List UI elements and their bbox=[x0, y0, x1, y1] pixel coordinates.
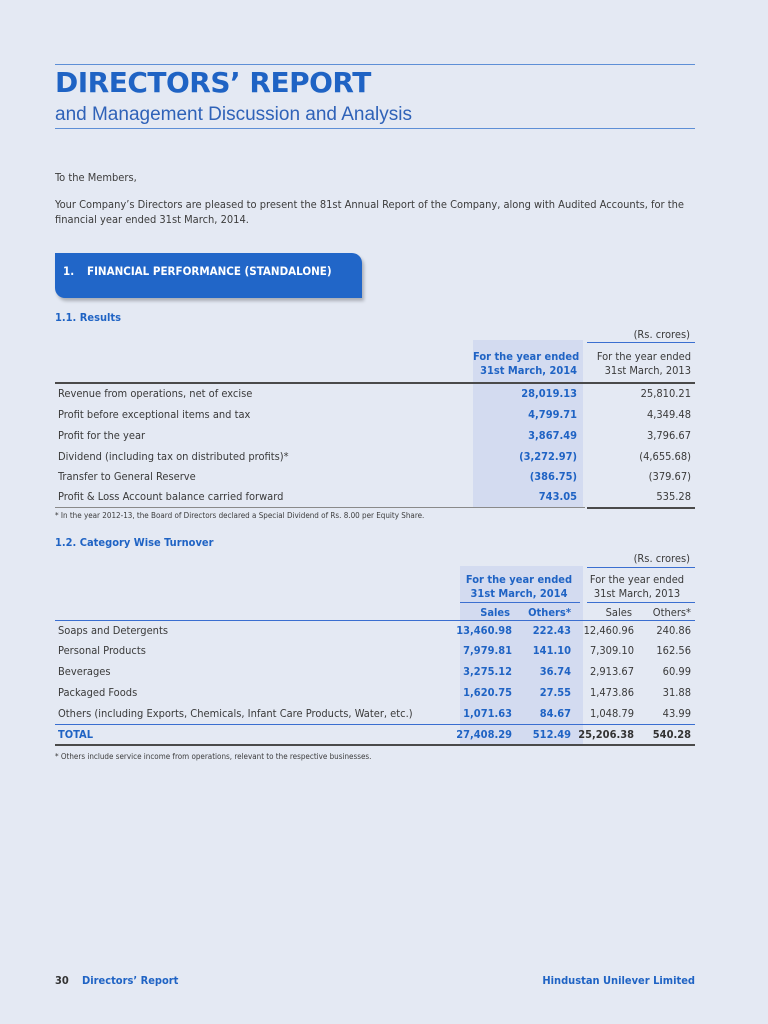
turnover-row-sales-2013: 7,309.10 bbox=[589, 644, 634, 657]
section-heading-financial-performance bbox=[55, 253, 362, 298]
turnover-sub-others-2013: Others* bbox=[652, 606, 691, 619]
turnover-total-others-2014: 512.49 bbox=[532, 728, 571, 741]
results-row-2013: 4,349.48 bbox=[646, 408, 691, 421]
results-row-2014: (3,272.97) bbox=[519, 450, 577, 463]
turnover-col-2013-line1: For the year ended bbox=[589, 573, 685, 586]
results-row-2013: (4,655.68) bbox=[639, 450, 691, 463]
results-col-2014-line1: For the year ended bbox=[473, 350, 580, 363]
turnover-sub-sales-2014: Sales bbox=[480, 606, 510, 619]
results-row-label: Profit & Loss Account balance carried forward bbox=[58, 490, 284, 503]
intro-paragraph: Your Company’s Directors are pleased to present the 81st Annual Report of the Company, along with Audited Accounts, for the financial year ended 31st March, 2014. bbox=[55, 198, 685, 226]
results-footnote: * In the year 2012-13, the Board of Directors declared a Special Dividend of Rs. 8.00 per Equity Share. bbox=[55, 511, 425, 520]
turnover-footnote: * Others include service income from operations, relevant to the respective businesses. bbox=[55, 752, 372, 761]
section-number: 1. bbox=[63, 264, 75, 278]
turnover-row-sales-2014: 1,071.63 bbox=[463, 707, 512, 720]
page-subtitle: and Management Discussion and Analysis bbox=[55, 104, 412, 125]
turnover-row-sales-2013: 1,048.79 bbox=[589, 707, 634, 720]
results-row-label: Revenue from operations, net of excise bbox=[58, 387, 253, 400]
turnover-row-sales-2014: 3,275.12 bbox=[463, 665, 512, 678]
turnover-row-label: Soaps and Detergents bbox=[58, 624, 168, 637]
results-col-2013-line1: For the year ended bbox=[596, 350, 691, 363]
turnover-sub-others-2014: Others* bbox=[528, 606, 571, 619]
turnover-col-2014-line1: For the year ended bbox=[465, 573, 573, 586]
turnover-row-others-2014: 141.10 bbox=[532, 644, 571, 657]
results-row-label: Profit for the year bbox=[58, 429, 146, 442]
results-col-2013-line2: 31st March, 2013 bbox=[604, 364, 691, 377]
turnover-total-rule bbox=[55, 724, 695, 725]
results-row-2014: 743.05 bbox=[538, 490, 577, 503]
turnover-subheader-rule-left bbox=[460, 602, 580, 603]
turnover-row-others-2013: 31.88 bbox=[662, 686, 691, 699]
turnover-row-sales-2014: 1,620.75 bbox=[463, 686, 512, 699]
results-row-2013: 535.28 bbox=[656, 490, 691, 503]
turnover-row-label: Packaged Foods bbox=[58, 686, 138, 699]
turnover-row-others-2014: 36.74 bbox=[539, 665, 571, 678]
turnover-row-label: Others (including Exports, Chemicals, Infant Care Products, Water, etc.) bbox=[58, 707, 413, 720]
turnover-row-sales-2014: 13,460.98 bbox=[456, 624, 512, 637]
footer-section-name: Directors’ Report bbox=[82, 974, 179, 987]
turnover-row-label: Beverages bbox=[58, 665, 111, 678]
turnover-row-sales-2013: 1,473.86 bbox=[589, 686, 634, 699]
turnover-total-label: TOTAL bbox=[58, 728, 94, 741]
turnover-row-others-2014: 84.67 bbox=[539, 707, 571, 720]
turnover-row-sales-2013: 12,460.96 bbox=[583, 624, 634, 637]
results-col-2014-line2: 31st March, 2014 bbox=[480, 364, 577, 377]
turnover-total-sales-2014: 27,408.29 bbox=[456, 728, 512, 741]
turnover-row-others-2013: 240.86 bbox=[656, 624, 691, 637]
turnover-sub-sales-2013: Sales bbox=[605, 606, 632, 619]
turnover-row-sales-2013: 2,913.67 bbox=[589, 665, 634, 678]
results-row-label: Transfer to General Reserve bbox=[58, 470, 196, 483]
results-bottom-rule bbox=[55, 507, 585, 508]
turnover-unit: (Rs. crores) bbox=[633, 552, 690, 565]
turnover-col-2013-line2: 31st March, 2013 bbox=[593, 587, 681, 600]
results-bottom-rule-right bbox=[587, 507, 695, 509]
results-row-2014: 4,799.71 bbox=[528, 408, 577, 421]
turnover-row-label: Personal Products bbox=[58, 644, 146, 657]
footer-company-name: Hindustan Unilever Limited bbox=[542, 974, 695, 987]
turnover-col-2014-line2: 31st March, 2014 bbox=[470, 587, 568, 600]
results-unit-rule bbox=[587, 342, 695, 343]
results-row-label: Dividend (including tax on distributed profits)* bbox=[58, 450, 289, 463]
page-number: 30 bbox=[55, 974, 69, 987]
turnover-row-others-2013: 60.99 bbox=[662, 665, 691, 678]
results-header-rule bbox=[55, 382, 695, 384]
results-unit: (Rs. crores) bbox=[633, 328, 690, 341]
page-title: DIRECTORS’ REPORT bbox=[55, 66, 371, 99]
results-row-2014: 3,867.49 bbox=[528, 429, 577, 442]
results-row-2014: (386.75) bbox=[529, 470, 577, 483]
turnover-unit-rule bbox=[587, 567, 695, 568]
header-rule-top bbox=[55, 64, 695, 65]
turnover-subheader-rule-right bbox=[587, 602, 695, 603]
results-row-label: Profit before exceptional items and tax bbox=[58, 408, 251, 421]
results-row-2013: 25,810.21 bbox=[640, 387, 691, 400]
turnover-total-sales-2013: 25,206.38 bbox=[578, 728, 634, 741]
turnover-row-others-2013: 43.99 bbox=[662, 707, 691, 720]
turnover-heading: 1.2. Category Wise Turnover bbox=[55, 536, 214, 549]
results-row-2014: 28,019.13 bbox=[521, 387, 577, 400]
turnover-row-others-2014: 27.55 bbox=[539, 686, 571, 699]
turnover-total-others-2013: 540.28 bbox=[652, 728, 691, 741]
results-row-2013: 3,796.67 bbox=[646, 429, 691, 442]
salutation: To the Members, bbox=[55, 171, 137, 184]
results-heading: 1.1. Results bbox=[55, 311, 122, 324]
turnover-header-rule bbox=[55, 620, 695, 621]
section-title: FINANCIAL PERFORMANCE (STANDALONE) bbox=[87, 264, 332, 278]
turnover-row-sales-2014: 7,979.81 bbox=[463, 644, 512, 657]
turnover-bottom-rule bbox=[55, 744, 695, 746]
turnover-row-others-2013: 162.56 bbox=[656, 644, 691, 657]
results-row-2013: (379.67) bbox=[648, 470, 691, 483]
turnover-row-others-2014: 222.43 bbox=[532, 624, 571, 637]
header-rule-bottom bbox=[55, 128, 695, 129]
